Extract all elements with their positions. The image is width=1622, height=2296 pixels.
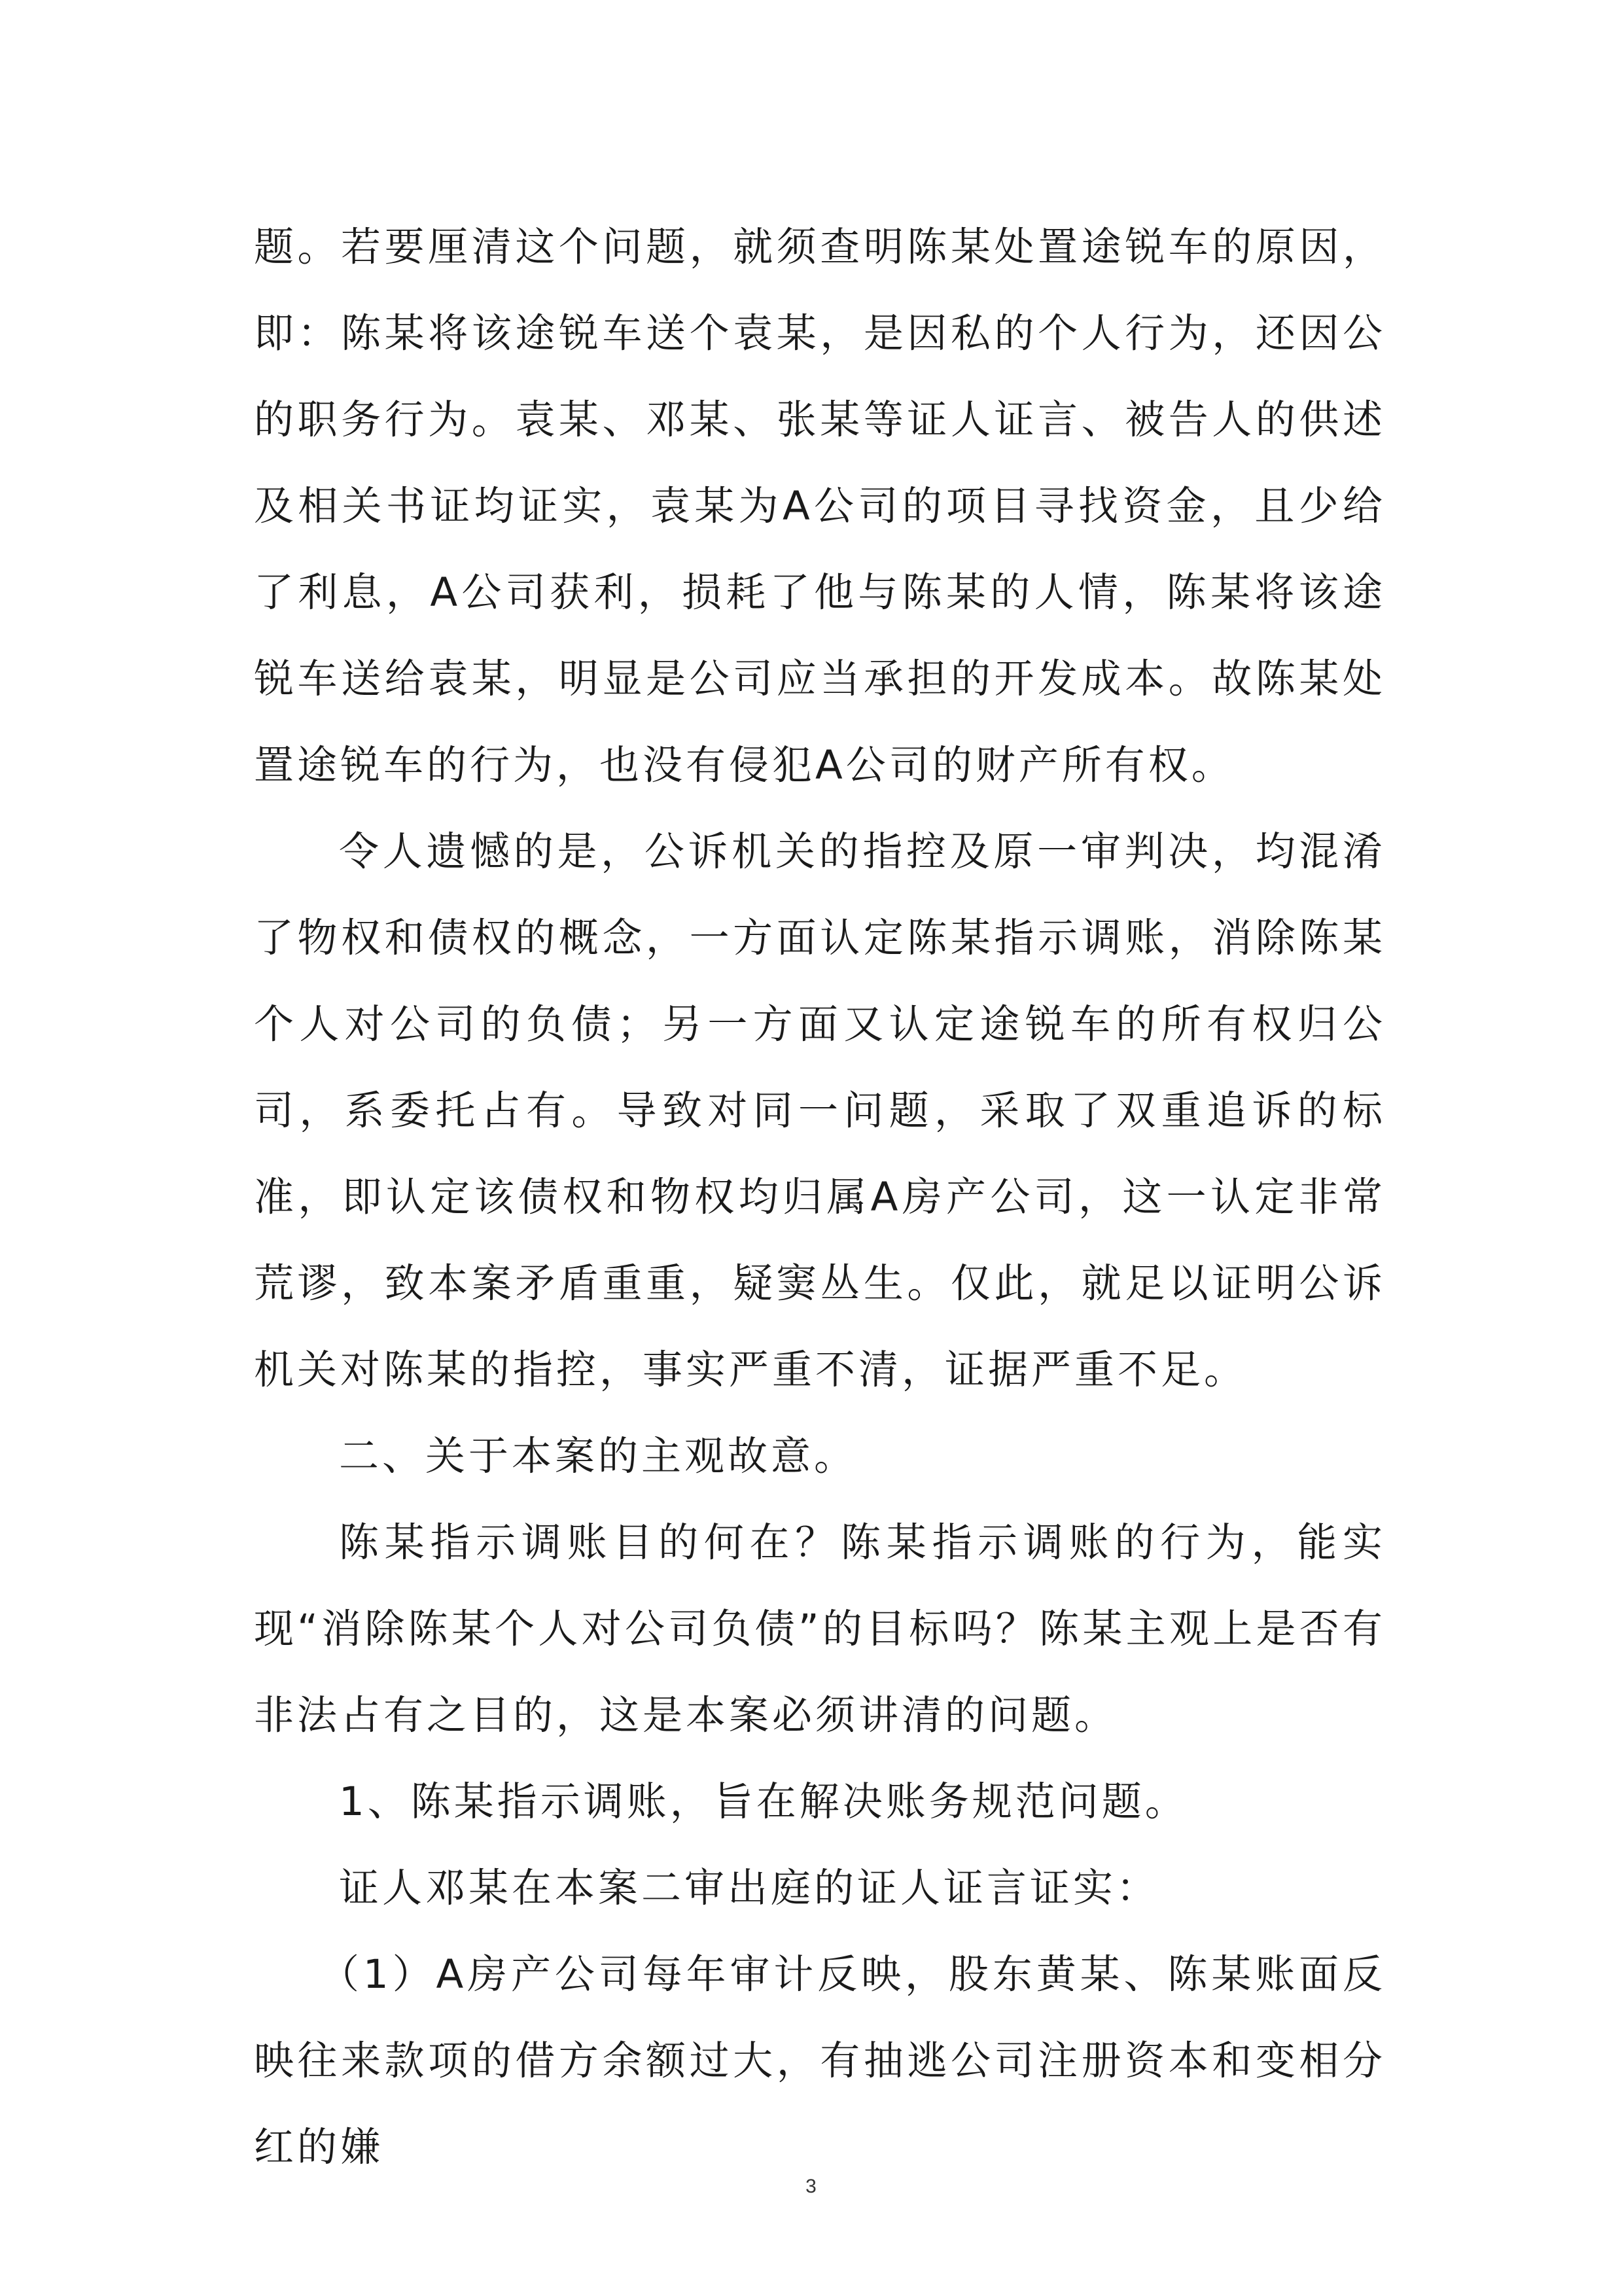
section-heading: 二、关于本案的主观故意。 — [339, 1433, 858, 1479]
list-item: （1）A房产公司每年审计反映，股东黄某、陈某账面反映往来款项的借方余额过大，有抽逃公司注册资本和变相分红的嫌 — [254, 1951, 1386, 2170]
paragraph: 陈某指示调账目的何在？陈某指示调账的行为，能实现“消除陈某个人对公司负债”的目标吗？陈某主观上是否有非法占有之目的，这是本案必须讲清的问题。 — [254, 1519, 1386, 1739]
paragraph: 证人邓某在本案二审出庭的证人证言证实： — [339, 1865, 1160, 1911]
page-number: 3 — [805, 2176, 817, 2197]
document-body — [254, 204, 1386, 2191]
subsection-heading: 1、陈某指示调账，旨在解决账务规范问题。 — [339, 1778, 1188, 1825]
paragraph: 令人遗憾的是，公诉机关的指控及原一审判决，均混淆了物权和债权的概念，一方面认定陈某指示调账，消除陈某个人对公司的负债；另一方面又认定途锐车的所有权归公司，系委托占有。导致对同一问题，采取了双重追诉的标准，即认定该债权和物权均归属A房产公司，这一认定非常荒谬，致本案矛盾重重，疑窦丛生。仅此，就足以证明公诉机关对陈某的指控，事实严重不清，证据严重不足。 — [254, 828, 1386, 1393]
paragraph: 题。若要厘清这个问题，就须查明陈某处置途锐车的原因，即：陈某将该途锐车送个袁某，是因私的个人行为，还因公的职务行为。袁某、邓某、张某等证人证言、被告人的供述及相关书证均证实，袁某为A公司的项目寻找资金，且少给了利息，A公司获利，损耗了他与陈某的人情，陈某将该途锐车送给袁某，明显是公司应当承担的开发成本。故陈某处置途锐车的行为，也没有侵犯A公司的财产所有权。 — [254, 224, 1386, 788]
